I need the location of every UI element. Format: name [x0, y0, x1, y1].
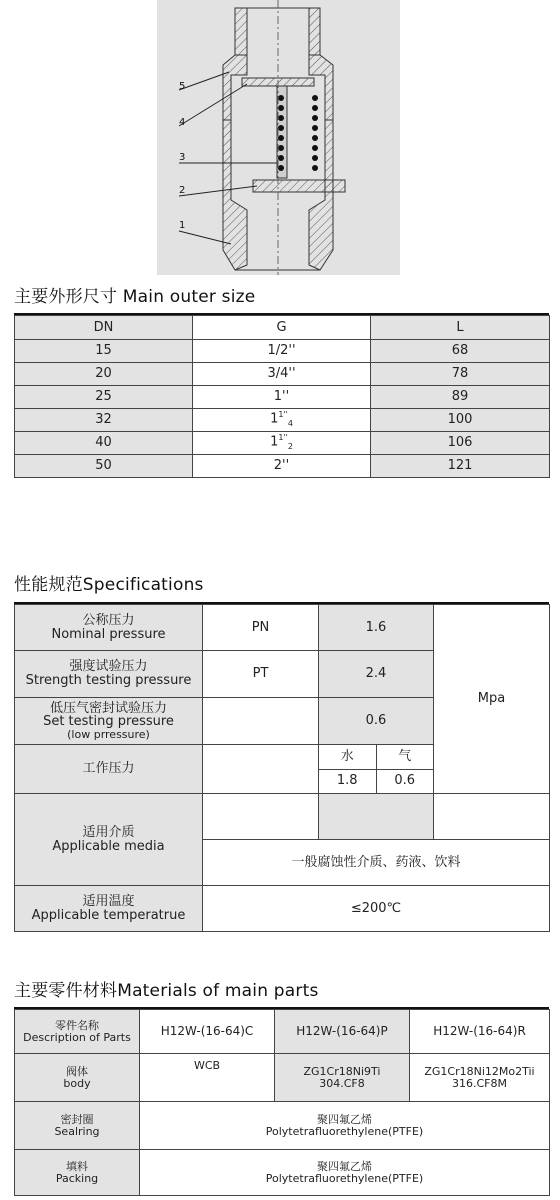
set-en: Set testing pressure	[43, 714, 174, 730]
mat-seal-zh-val: 聚四氟乙烯	[317, 1112, 372, 1126]
mat-body-r2: 316.CF8M	[452, 1076, 507, 1090]
watermark-image	[0, 0, 158, 121]
mat-seal-label	[15, 1102, 140, 1150]
callout-1: 1	[179, 220, 186, 231]
header-g: G	[193, 316, 371, 340]
media-label	[15, 794, 203, 886]
cell-g: 2''	[193, 455, 371, 478]
cell-g	[193, 432, 371, 455]
media-zh: 适用介质	[82, 824, 135, 840]
header-dn: DN	[15, 316, 193, 340]
mat-body-r1: ZG1Cr18Ni12Mo2Tii	[424, 1064, 535, 1078]
work-code-empty	[203, 745, 319, 794]
mat-col-c: H12W-(16-64)C	[140, 1010, 275, 1054]
cell-dn: 40	[15, 432, 193, 455]
temp-label	[15, 886, 203, 932]
cell-g: 3/4''	[193, 363, 371, 386]
callout-3: 3	[179, 152, 186, 163]
header-l: L	[371, 316, 550, 340]
mat-pack-en-val: Polytetrafluorethylene(PTFE)	[265, 1171, 424, 1185]
gas-value: 0.6	[376, 769, 433, 793]
water-value: 1.8	[319, 769, 376, 793]
cell-g: 1''	[193, 386, 371, 409]
cell-l: 121	[371, 455, 550, 478]
table-row	[15, 409, 550, 432]
work-values	[319, 745, 434, 794]
strength-value: 2.4	[319, 651, 434, 698]
callout-5: 5	[179, 81, 186, 92]
fraction-den: 2	[287, 442, 293, 452]
media-en: Applicable media	[52, 838, 165, 854]
cell-dn: 15	[15, 340, 193, 363]
mat-body-r	[410, 1054, 550, 1102]
media-empty-2	[319, 794, 434, 840]
cell-dn: 50	[15, 455, 193, 478]
table-row	[15, 340, 550, 363]
fraction-whole: 1	[270, 411, 279, 427]
mat-seal-en: Sealring	[54, 1124, 100, 1138]
mat-pack-zh: 填料	[66, 1159, 88, 1173]
callout-2: 2	[179, 185, 186, 196]
cell-l: 106	[371, 432, 550, 455]
set-code-empty	[203, 698, 319, 745]
valve-drawing-svg	[157, 0, 400, 275]
table-row	[15, 432, 550, 455]
mat-body-c: WCB	[140, 1054, 275, 1102]
work-subtable	[319, 745, 433, 793]
cell-g	[193, 409, 371, 432]
mat-body-zh: 阀体	[66, 1064, 88, 1078]
temp-zh: 适用温度	[82, 893, 135, 909]
strength-code: PT	[203, 651, 319, 698]
mat-pack-en: Packing	[55, 1171, 99, 1185]
mat-pack-zh-val: 聚四氟乙烯	[317, 1159, 372, 1173]
mat-head-en: Description of Parts	[23, 1030, 131, 1044]
fraction-den: 4	[287, 419, 293, 429]
valve-section-drawing	[157, 0, 400, 275]
mat-body-p1: ZG1Cr18Ni9Ti	[303, 1064, 381, 1078]
nominal-en: Nominal pressure	[51, 626, 166, 642]
nominal-value: 1.6	[319, 605, 434, 651]
set-zh: 低压气密封试验压力	[49, 700, 167, 716]
mat-body-p2: 304.CF8	[319, 1076, 365, 1090]
cell-l: 100	[371, 409, 550, 432]
materials-table	[14, 1009, 550, 1196]
cell-l: 89	[371, 386, 550, 409]
nominal-label	[15, 605, 203, 651]
media-empty-3	[434, 794, 550, 840]
materials-title: 主要零件材料Materials of main parts	[14, 981, 319, 1001]
outer-size-table	[14, 315, 550, 478]
mat-body-en: body	[63, 1076, 91, 1090]
fraction	[270, 411, 293, 428]
cell-dn: 25	[15, 386, 193, 409]
cell-dn: 32	[15, 409, 193, 432]
mat-pack-value	[140, 1150, 550, 1196]
mat-seal-value	[140, 1102, 550, 1150]
specs-table	[14, 604, 550, 932]
set-label	[15, 698, 203, 745]
strength-zh: 强度试验压力	[69, 659, 148, 675]
temp-en: Applicable temperatrue	[31, 907, 186, 923]
mat-head-zh: 零件名称	[55, 1018, 99, 1032]
gas-head: 气	[376, 745, 433, 769]
media-empty-1	[203, 794, 319, 840]
strength-en: Strength testing pressure	[25, 673, 192, 688]
specs-title: 性能规范Specifications	[14, 575, 204, 595]
mat-col-p: H12W-(16-64)P	[275, 1010, 410, 1054]
cell-g: 1/2''	[193, 340, 371, 363]
cell-l: 68	[371, 340, 550, 363]
outer-size-title: 主要外形尺寸 Main outer size	[14, 287, 256, 307]
cell-l: 78	[371, 363, 550, 386]
fraction-num: 1''	[278, 410, 288, 420]
table-row	[15, 386, 550, 409]
fraction-num: 1''	[278, 433, 288, 443]
media-value: 一般腐蚀性介质、药液、饮料	[203, 840, 550, 886]
fraction-whole: 1	[270, 434, 279, 450]
table-row	[15, 455, 550, 478]
mat-col-r: H12W-(16-64)R	[410, 1010, 550, 1054]
mat-seal-en-val: Polytetrafluorethylene(PTFE)	[265, 1124, 424, 1138]
temp-value: ≤200℃	[203, 886, 550, 932]
cell-dn: 20	[15, 363, 193, 386]
callout-4: 4	[179, 117, 186, 128]
nominal-code: PN	[203, 605, 319, 651]
set-value: 0.6	[319, 698, 434, 745]
table-row	[15, 363, 550, 386]
unit-cell: Mpa	[434, 605, 550, 794]
mat-pack-label	[15, 1150, 140, 1196]
mat-head-label	[15, 1010, 140, 1054]
water-head: 水	[319, 745, 376, 769]
mat-body-label	[15, 1054, 140, 1102]
strength-label	[15, 651, 203, 698]
nominal-zh: 公称压力	[82, 612, 135, 628]
mat-seal-zh: 密封圈	[60, 1112, 94, 1126]
work-label: 工作压力	[15, 745, 203, 794]
fraction	[270, 434, 293, 451]
set-note: (low prressure)	[67, 727, 150, 741]
mat-body-p	[275, 1054, 410, 1102]
